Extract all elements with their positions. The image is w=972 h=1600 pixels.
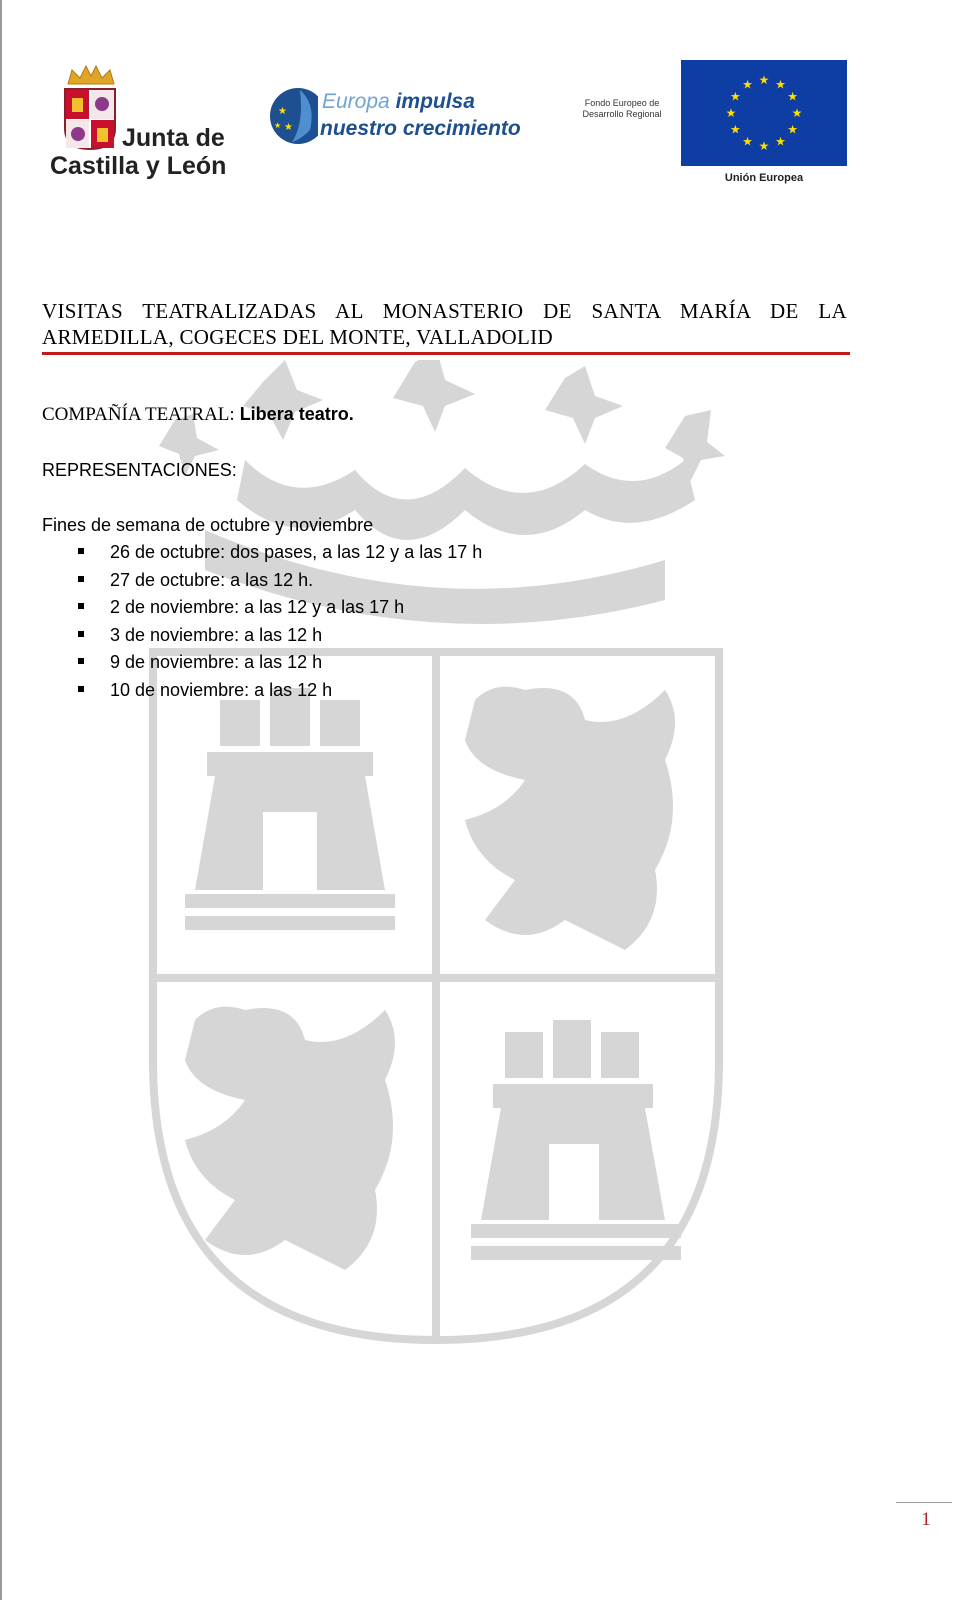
bullet-icon bbox=[78, 603, 84, 609]
europa-word: Europa bbox=[322, 90, 390, 113]
eu-flag bbox=[681, 60, 847, 166]
company-label: COMPAÑÍA TEATRAL: bbox=[42, 404, 235, 425]
europa-impulsa-line2: nuestro crecimiento bbox=[320, 117, 521, 140]
list-item bbox=[42, 596, 482, 624]
eu-star-icon: ★ bbox=[758, 73, 770, 87]
eu-stars-icon bbox=[681, 60, 847, 166]
weekends-heading: Fines de semana de octubre y noviembre bbox=[42, 515, 374, 535]
company-name: Libera teatro. bbox=[239, 404, 354, 424]
bullet-icon bbox=[78, 686, 84, 692]
coat-of-arms-watermark bbox=[145, 360, 725, 1350]
impulsa-word: impulsa bbox=[395, 90, 475, 113]
date-text: 3 de noviembre: a las 12 h bbox=[110, 624, 323, 645]
europa-impulsa-logo bbox=[270, 84, 550, 150]
eu-star-icon: ★ bbox=[791, 106, 803, 120]
list-item bbox=[42, 651, 482, 679]
eu-star-icon: ★ bbox=[787, 122, 798, 137]
title-underline bbox=[42, 352, 850, 355]
date-text: 26 de octubre: dos pases, a las 12 y a las 17 h bbox=[110, 542, 483, 562]
bullet-icon bbox=[78, 631, 84, 637]
eu-star-icon: ★ bbox=[730, 89, 741, 104]
eu-star-icon: ★ bbox=[725, 106, 737, 120]
eu-star-icon: ★ bbox=[775, 77, 786, 92]
eu-caption: Unión Europea bbox=[724, 172, 804, 184]
jcyl-logo-line1: Junta de bbox=[122, 124, 225, 152]
list-item bbox=[42, 541, 482, 569]
page-number: 1 bbox=[921, 1509, 931, 1530]
page-left-edge bbox=[0, 0, 2, 1600]
eu-star-icon: ★ bbox=[730, 122, 741, 137]
bullet-icon bbox=[78, 548, 84, 554]
list-item bbox=[42, 624, 482, 652]
svg-text:★: ★ bbox=[284, 122, 293, 133]
svg-text:★: ★ bbox=[278, 106, 287, 117]
eu-star-icon: ★ bbox=[742, 77, 753, 92]
europe-globe-icon bbox=[270, 84, 318, 148]
bullet-icon bbox=[78, 658, 84, 664]
bullet-icon bbox=[78, 576, 84, 582]
date-text: 27 de octubre: a las 12 h. bbox=[110, 569, 314, 590]
company-line bbox=[42, 403, 354, 426]
jcyl-logo-line2: Castilla y León bbox=[50, 152, 227, 180]
footer-rule bbox=[896, 1502, 952, 1503]
junta-castilla-leon-logo bbox=[48, 64, 248, 184]
coat-of-arms-icon bbox=[64, 88, 116, 150]
feder-caption bbox=[572, 98, 672, 120]
date-text: 10 de noviembre: a las 12 h bbox=[110, 679, 333, 700]
crown-icon bbox=[66, 64, 116, 86]
date-text: 2 de noviembre: a las 12 y a las 17 h bbox=[110, 597, 405, 618]
list-item bbox=[42, 569, 482, 597]
performance-dates-list bbox=[42, 541, 482, 707]
eu-star-icon: ★ bbox=[742, 134, 753, 149]
feder-line2: Desarrollo Regional bbox=[582, 109, 662, 119]
svg-text:★: ★ bbox=[274, 121, 282, 130]
document-title: VISITAS TEATRALIZADAS AL MONASTERIO DE SANTA MARÍA DE LA ARMEDILLA, COGECES DEL MONTE, VALLADOLID bbox=[42, 299, 847, 349]
eu-star-icon: ★ bbox=[787, 89, 798, 104]
eu-star-icon: ★ bbox=[775, 134, 786, 149]
list-item bbox=[42, 679, 482, 707]
date-text: 9 de noviembre: a las 12 h bbox=[110, 652, 323, 673]
feder-line1: Fondo Europeo de bbox=[584, 98, 660, 108]
eu-star-icon: ★ bbox=[758, 139, 770, 153]
europa-impulsa-line1 bbox=[322, 90, 475, 114]
representations-heading: REPRESENTACIONES: bbox=[42, 460, 237, 480]
